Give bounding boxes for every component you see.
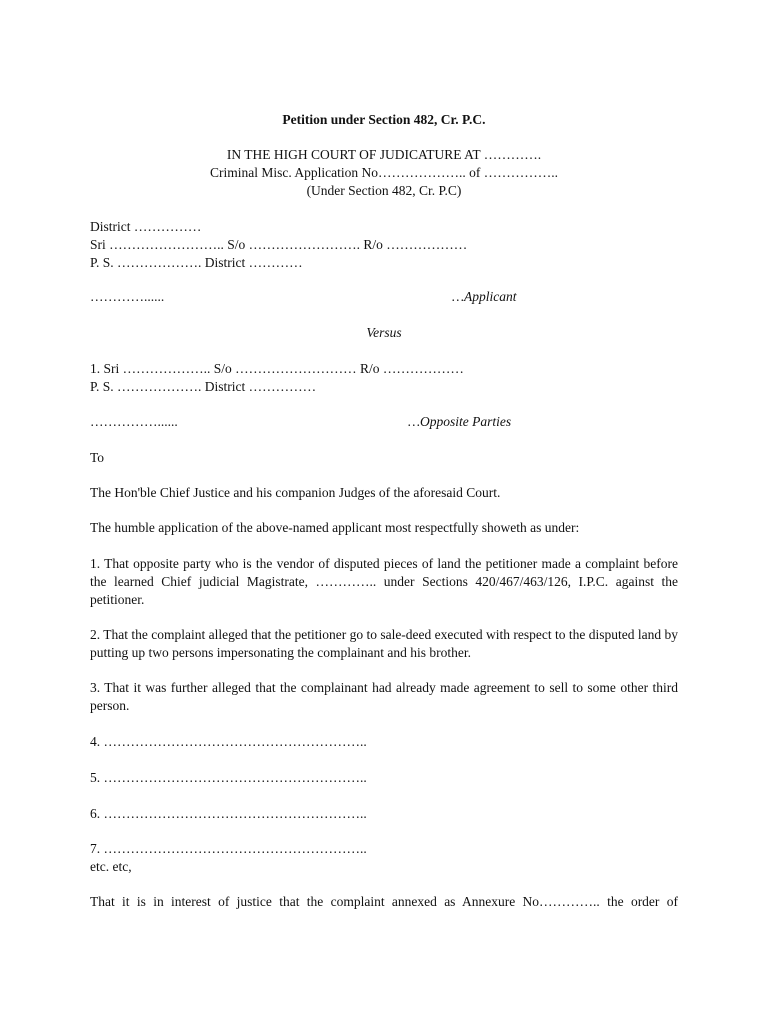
court-line: IN THE HIGH COURT OF JUDICATURE AT …………. [226,147,542,162]
paragraph-1: 1. That opposite party who is the vendor of disputed pieces of land the petitioner made a complaint before the learned Chief judicial Magistrate, ………….. under Sections 420/467/463/126, I.P.C. against the petitioner. [90,556,678,607]
intro-paragraph: The humble application of the above-named applicant most respectfully showeth as under: [90,520,580,535]
blank-item-4: 4. ………………………………………………….. [90,734,367,749]
etc-line: etc. etc, [90,859,132,874]
closing-paragraph: That it is in interest of justice that the complaint annexed as Annexure No………….. the order of [90,894,678,909]
opposite-dots: ……………...... [90,414,178,429]
opposite-ps-line: P. S. ………………. District …………… [90,379,317,394]
versus-label: Versus [366,325,402,340]
petition-content [90,111,678,911]
blank-item-6: 6. ………………………………………………….. [90,806,367,821]
opposite-row [90,413,678,431]
addressee: The Hon'ble Chief Justice and his companion Judges of the aforesaid Court. [90,485,501,500]
blank-item-7: 7. ………………………………………………….. [90,841,367,856]
blank-item-5: 5. ………………………………………………….. [90,770,367,785]
applicant-sri-line: Sri …………………….. S/o ……………………. R/o ……………… [90,237,468,252]
application-line: Criminal Misc. Application No……………….. of …………….. [210,165,558,180]
paragraph-3: 3. That it was further alleged that the complainant had already made agreement to sell to some other third person. [90,680,678,713]
to-label: To [90,450,105,465]
paragraph-2: 2. That the complaint alleged that the petitioner go to sale-deed executed with respect to the disputed land by putting up two persons impersonating the complainant and his brother. [90,627,678,660]
applicant-row [90,288,678,306]
opposite-sri-line: 1. Sri ……………….. S/o ……………………… R/o ……………… [90,361,464,376]
document-title: Petition under Section 482, Cr. P.C. [282,112,486,127]
applicant-role: …Applicant [452,289,517,304]
under-section-line: (Under Section 482, Cr. P.C) [306,183,462,198]
applicant-dots: …………...... [90,289,165,304]
opposite-role: …Opposite Parties [408,414,512,429]
applicant-district-line: District …………… [90,219,202,234]
applicant-ps-line: P. S. ………………. District ………… [90,255,303,270]
